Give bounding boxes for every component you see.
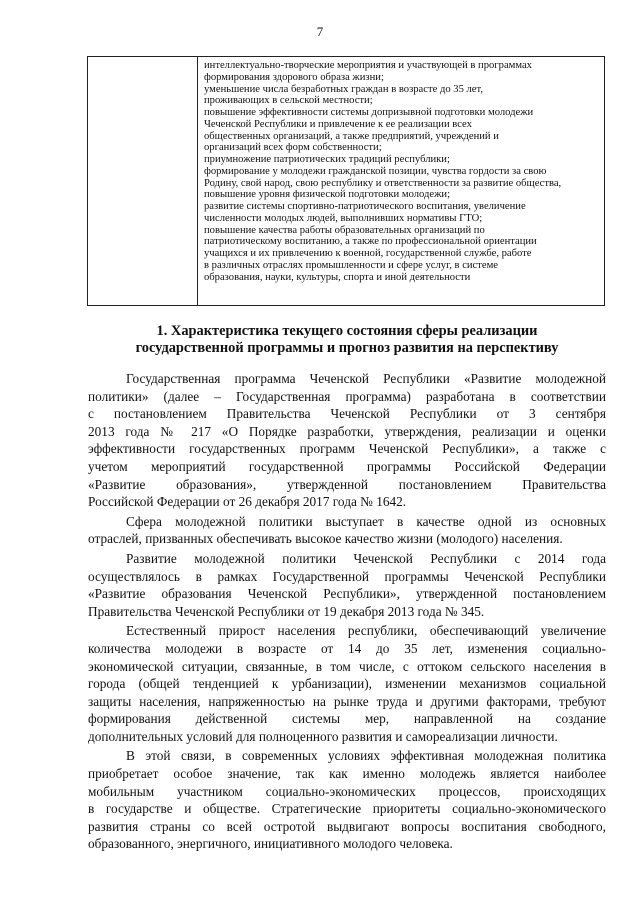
paragraph-line: приобретает особое значение, так как именно молодежь является наиболее [88, 766, 606, 782]
table-line: численности молодых людей, выполнивших нормативы ГТО; [204, 212, 483, 224]
table-label-cell [88, 57, 198, 305]
paragraph-line: эффективности государственных программ Чеченской Республики», а также с [88, 441, 606, 457]
table-line: учащихся и их привлечению к военной, государственной службе, работе [204, 248, 532, 259]
paragraph-line: Развитие молодежной политики Чеченской Республики с 2014 года [126, 550, 606, 566]
table-line: развитие системы спортивно-патриотического воспитания, увеличение [204, 201, 526, 212]
table-line: уменьшение числа безработных граждан в возрасте до 35 лет, [204, 83, 483, 95]
page-number: 7 [316, 24, 324, 39]
paragraph-line: «Развитие образования Чеченской Республики», утвержденной постановлением [88, 586, 606, 602]
paragraph-modern-conditions [88, 747, 606, 853]
paragraph-line: осуществлялось в рамках Государственной программы Чеченской Республики [88, 568, 606, 584]
paragraph-line: в государстве и обществе. Стратегические приоритеты социально-экономического [88, 801, 606, 817]
table-line: повышение эффективности системы допризывной подготовки молодежи [204, 107, 534, 118]
table-line: в различных отраслях промышленности и сфере услуг, в системе [204, 259, 499, 271]
table-line: формирование у молодежи гражданской позиции, чувства гордости за свою [204, 165, 547, 177]
table-line: интеллектуально-творческие мероприятия и участвующей в программах [204, 60, 532, 71]
paragraph-line: формирования действенной системы мер, направленной на создание [88, 711, 606, 727]
indicators-table-continuation [87, 56, 605, 306]
paragraph-line: отраслей, призванных обеспечивать высокое качество жизни (молодого) населения. [88, 531, 563, 547]
paragraph-line: с постановлением Правительства Чеченской Республики от 3 сентября [88, 406, 606, 422]
table-line: образования, науки, культуры, спорта и иной деятельности [204, 271, 471, 283]
paragraph-line: политики» (далее – Государственная программа) разработана в соответствии [88, 388, 606, 404]
paragraph-line: Естественный прирост населения республики, обеспечивающий увеличение [126, 623, 606, 639]
table-line: Родину, свой народ, свою республику и ответственности за развитие общества, [204, 177, 562, 189]
table-line: приумножение патриотических традиций республики; [204, 154, 450, 165]
table-line: общественных организаций, а также предприятий, учреждений и [204, 130, 499, 142]
table-line: патриотическому воспитанию, а также по профессиональной ориентации [204, 236, 537, 248]
paragraph-line: количества молодежи в возрасте от 14 до 35 лет, изменения социально- [88, 640, 606, 656]
paragraph-line: образованного, энергичного, инициативного молодого человека. [88, 836, 453, 852]
section-heading [88, 323, 606, 357]
paragraph-line: Правительства Чеченской Республики от 19 декабря 2013 года № 345. [88, 603, 485, 619]
table-line: повышение качества работы образовательных организаций по [204, 224, 485, 236]
paragraph-line: развития страны со всей остротой выдвигают вопросы воспитания свободного, [88, 818, 606, 834]
paragraph-line: В этой связи, в современных условиях эффективная молодежная политика [126, 748, 606, 764]
table-line: формирования здорового образа жизни; [204, 71, 384, 83]
table-line: Чеченской Республики и привлечение к ее реализации всех [204, 118, 472, 130]
paragraph-policy-development [88, 550, 606, 620]
table-line: повышение уровня физической подготовки молодежи; [204, 189, 451, 201]
paragraph-line: защиты населения, напряженностью на рынке труда и другими факторами, требуют [88, 693, 606, 709]
paragraph-youth-policy-sphere [88, 513, 606, 548]
table-line: проживающих в сельской местности; [204, 95, 373, 107]
paragraph-line: мобильным участником социально-экономических процессов, происходящих [88, 783, 606, 799]
paragraph-line: Государственная программа Чеченской Республики «Развитие молодежной [126, 371, 606, 386]
section-heading-line: государственной программы и прогноз развития на перспективу [135, 340, 559, 356]
paragraph-line: города (общей тенденцией к урбанизации), изменении механизмов социальной [88, 676, 606, 692]
paragraph-population-growth [88, 622, 606, 745]
paragraph-program-basis [88, 370, 606, 511]
paragraph-line: 2013 года № 217 «О Порядке разработки, утверждения, реализации и оценки [88, 423, 606, 439]
paragraph-line: «Развитие образования», утвержденной постановлением Правительства [88, 476, 606, 492]
paragraph-line: дополнительных условий для полноценного развития и самореализации личности. [88, 728, 558, 744]
table-line: организаций всех форм собственности; [204, 142, 382, 154]
paragraph-line: экономической ситуации, связанные, в том числе, с оттоком сельского населения в [88, 658, 606, 674]
paragraph-line: Сфера молодежной политики выступает в качестве одной из основных [126, 513, 606, 529]
paragraph-line: Российской Федерации от 26 декабря 2017 года № 1642. [88, 494, 407, 510]
table-value-cell [204, 60, 600, 283]
paragraph-line: учетом мероприятий государственной программы Российской Федерации [88, 458, 606, 474]
section-body [88, 370, 606, 855]
section-heading-line: 1. Характеристика текущего состояния сферы реализации [156, 323, 538, 339]
